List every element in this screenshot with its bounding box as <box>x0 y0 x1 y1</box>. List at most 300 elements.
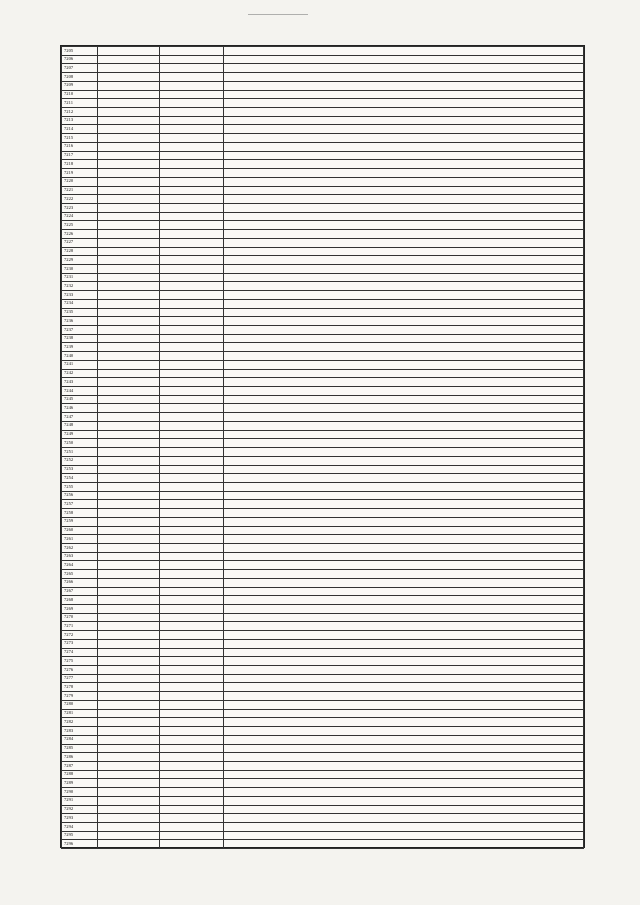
address-cell <box>224 47 584 56</box>
cadastral-number-cell <box>98 81 160 90</box>
cadastral-number-cell <box>98 814 160 823</box>
row-number-cell: 7207 <box>62 64 98 73</box>
address-cell <box>224 125 584 134</box>
address-cell <box>224 543 584 552</box>
secondary-number-cell <box>160 230 224 239</box>
address-cell <box>224 796 584 805</box>
table-row <box>62 47 584 56</box>
cadastral-number-cell <box>98 99 160 108</box>
address-cell <box>224 264 584 273</box>
address-cell <box>224 500 584 509</box>
row-number-cell: 7273 <box>62 639 98 648</box>
address-cell <box>224 404 584 413</box>
address-cell <box>224 552 584 561</box>
cadastral-number-cell <box>98 805 160 814</box>
table-row <box>62 90 584 99</box>
table-row <box>62 692 584 701</box>
table-row <box>62 421 584 430</box>
table-row <box>62 727 584 736</box>
address-cell <box>224 482 584 491</box>
address-cell <box>224 639 584 648</box>
table-row <box>62 526 584 535</box>
address-cell <box>224 203 584 212</box>
table-row <box>62 151 584 160</box>
secondary-number-cell <box>160 308 224 317</box>
secondary-number-cell <box>160 247 224 256</box>
cadastral-number-cell <box>98 160 160 169</box>
address-cell <box>224 99 584 108</box>
row-number-cell: 7220 <box>62 177 98 186</box>
row-number-cell: 7233 <box>62 291 98 300</box>
cadastral-number-cell <box>98 840 160 849</box>
row-number-cell: 7286 <box>62 753 98 762</box>
row-number-cell: 7231 <box>62 273 98 282</box>
row-number-cell: 7261 <box>62 535 98 544</box>
address-cell <box>224 613 584 622</box>
secondary-number-cell <box>160 526 224 535</box>
cadastral-number-cell <box>98 631 160 640</box>
cadastral-number-cell <box>98 744 160 753</box>
address-cell <box>224 230 584 239</box>
table-row <box>62 517 584 526</box>
secondary-number-cell <box>160 474 224 483</box>
cadastral-number-cell <box>98 692 160 701</box>
table-row <box>62 840 584 849</box>
cadastral-number-cell <box>98 169 160 178</box>
secondary-number-cell <box>160 587 224 596</box>
row-number-cell: 7208 <box>62 73 98 82</box>
cadastral-number-cell <box>98 613 160 622</box>
secondary-number-cell <box>160 352 224 361</box>
address-cell <box>224 561 584 570</box>
secondary-number-cell <box>160 186 224 195</box>
address-cell <box>224 221 584 230</box>
secondary-number-cell <box>160 369 224 378</box>
secondary-number-cell <box>160 404 224 413</box>
address-cell <box>224 692 584 701</box>
secondary-number-cell <box>160 73 224 82</box>
cadastral-number-cell <box>98 500 160 509</box>
address-cell <box>224 151 584 160</box>
address-cell <box>224 256 584 265</box>
cadastral-number-cell <box>98 326 160 335</box>
cadastral-number-cell <box>98 387 160 396</box>
row-number-cell: 7290 <box>62 788 98 797</box>
row-number-cell: 7266 <box>62 578 98 587</box>
table-row <box>62 796 584 805</box>
address-cell <box>224 456 584 465</box>
address-cell <box>224 517 584 526</box>
row-number-cell: 7296 <box>62 840 98 849</box>
table-row <box>62 657 584 666</box>
address-cell <box>224 142 584 151</box>
cadastral-number-cell <box>98 142 160 151</box>
row-number-cell: 7275 <box>62 657 98 666</box>
registry-rows <box>62 47 584 849</box>
cadastral-number-cell <box>98 291 160 300</box>
row-number-cell: 7262 <box>62 543 98 552</box>
table-row <box>62 474 584 483</box>
table-row <box>62 500 584 509</box>
row-number-cell: 7210 <box>62 90 98 99</box>
table-row <box>62 360 584 369</box>
address-cell <box>224 735 584 744</box>
row-number-cell: 7264 <box>62 561 98 570</box>
secondary-number-cell <box>160 151 224 160</box>
table-row <box>62 186 584 195</box>
row-number-cell: 7288 <box>62 770 98 779</box>
secondary-number-cell <box>160 108 224 117</box>
row-number-cell: 7258 <box>62 509 98 518</box>
row-number-cell: 7226 <box>62 230 98 239</box>
table-row <box>62 814 584 823</box>
cadastral-number-cell <box>98 430 160 439</box>
row-number-cell: 7245 <box>62 395 98 404</box>
secondary-number-cell <box>160 221 224 230</box>
scan-artifact <box>248 14 308 23</box>
row-number-cell: 7282 <box>62 718 98 727</box>
table-row <box>62 761 584 770</box>
secondary-number-cell <box>160 639 224 648</box>
table-row <box>62 831 584 840</box>
secondary-number-cell <box>160 552 224 561</box>
secondary-number-cell <box>160 326 224 335</box>
address-cell <box>224 421 584 430</box>
cadastral-number-cell <box>98 90 160 99</box>
table-row <box>62 788 584 797</box>
address-cell <box>224 526 584 535</box>
row-number-cell: 7227 <box>62 238 98 247</box>
row-number-cell: 7218 <box>62 160 98 169</box>
table-row <box>62 753 584 762</box>
cadastral-number-cell <box>98 796 160 805</box>
table-row <box>62 648 584 657</box>
address-cell <box>224 160 584 169</box>
row-number-cell: 7279 <box>62 692 98 701</box>
table-row <box>62 282 584 291</box>
table-row <box>62 456 584 465</box>
address-cell <box>224 657 584 666</box>
table-row <box>62 334 584 343</box>
secondary-number-cell <box>160 160 224 169</box>
row-number-cell: 7216 <box>62 142 98 151</box>
table-row <box>62 430 584 439</box>
address-cell <box>224 282 584 291</box>
table-row <box>62 55 584 64</box>
address-cell <box>224 299 584 308</box>
table-row <box>62 264 584 273</box>
table-row <box>62 299 584 308</box>
cadastral-number-cell <box>98 421 160 430</box>
table-row <box>62 195 584 204</box>
cadastral-number-cell <box>98 456 160 465</box>
row-number-cell: 7287 <box>62 761 98 770</box>
cadastral-number-cell <box>98 308 160 317</box>
row-number-cell: 7221 <box>62 186 98 195</box>
row-number-cell: 7250 <box>62 439 98 448</box>
address-cell <box>224 378 584 387</box>
cadastral-number-cell <box>98 753 160 762</box>
address-cell <box>224 683 584 692</box>
secondary-number-cell <box>160 212 224 221</box>
address-cell <box>224 814 584 823</box>
row-number-cell: 7234 <box>62 299 98 308</box>
table-row <box>62 639 584 648</box>
address-cell <box>224 395 584 404</box>
secondary-number-cell <box>160 55 224 64</box>
row-number-cell: 7292 <box>62 805 98 814</box>
secondary-number-cell <box>160 570 224 579</box>
row-number-cell: 7236 <box>62 317 98 326</box>
secondary-number-cell <box>160 727 224 736</box>
cadastral-number-cell <box>98 64 160 73</box>
row-number-cell: 7259 <box>62 517 98 526</box>
table-row <box>62 448 584 457</box>
cadastral-number-cell <box>98 125 160 134</box>
table-row <box>62 99 584 108</box>
row-number-cell: 7257 <box>62 500 98 509</box>
row-number-cell: 7244 <box>62 387 98 396</box>
row-number-cell: 7241 <box>62 360 98 369</box>
address-cell <box>224 474 584 483</box>
table-row <box>62 413 584 422</box>
secondary-number-cell <box>160 378 224 387</box>
cadastral-number-cell <box>98 578 160 587</box>
row-number-cell: 7239 <box>62 343 98 352</box>
table-row <box>62 561 584 570</box>
row-number-cell: 7232 <box>62 282 98 291</box>
table-row <box>62 744 584 753</box>
table-row <box>62 805 584 814</box>
cadastral-number-cell <box>98 587 160 596</box>
table-row <box>62 116 584 125</box>
table-row <box>62 352 584 361</box>
row-number-cell: 7283 <box>62 727 98 736</box>
row-number-cell: 7230 <box>62 264 98 273</box>
secondary-number-cell <box>160 465 224 474</box>
secondary-number-cell <box>160 142 224 151</box>
table-row <box>62 73 584 82</box>
cadastral-number-cell <box>98 230 160 239</box>
secondary-number-cell <box>160 822 224 831</box>
cadastral-number-cell <box>98 526 160 535</box>
cadastral-number-cell <box>98 369 160 378</box>
row-number-cell: 7263 <box>62 552 98 561</box>
address-cell <box>224 291 584 300</box>
table-row <box>62 570 584 579</box>
row-number-cell: 7228 <box>62 247 98 256</box>
cadastral-number-cell <box>98 657 160 666</box>
secondary-number-cell <box>160 709 224 718</box>
cadastral-number-cell <box>98 317 160 326</box>
address-cell <box>224 788 584 797</box>
address-cell <box>224 622 584 631</box>
table-row <box>62 709 584 718</box>
cadastral-number-cell <box>98 378 160 387</box>
table-row <box>62 465 584 474</box>
row-number-cell: 7291 <box>62 796 98 805</box>
table-row <box>62 387 584 396</box>
address-cell <box>224 73 584 82</box>
secondary-number-cell <box>160 482 224 491</box>
secondary-number-cell <box>160 413 224 422</box>
address-cell <box>224 273 584 282</box>
table-row <box>62 125 584 134</box>
row-number-cell: 7271 <box>62 622 98 631</box>
address-cell <box>224 448 584 457</box>
row-number-cell: 7255 <box>62 482 98 491</box>
secondary-number-cell <box>160 291 224 300</box>
address-cell <box>224 709 584 718</box>
secondary-number-cell <box>160 64 224 73</box>
cadastral-number-cell <box>98 73 160 82</box>
secondary-number-cell <box>160 177 224 186</box>
row-number-cell: 7229 <box>62 256 98 265</box>
row-number-cell: 7252 <box>62 456 98 465</box>
cadastral-number-cell <box>98 334 160 343</box>
cadastral-number-cell <box>98 561 160 570</box>
secondary-number-cell <box>160 47 224 56</box>
cadastral-number-cell <box>98 282 160 291</box>
table-row <box>62 134 584 143</box>
address-cell <box>224 369 584 378</box>
address-cell <box>224 596 584 605</box>
table-row <box>62 674 584 683</box>
secondary-number-cell <box>160 692 224 701</box>
table-row <box>62 291 584 300</box>
row-number-cell: 7277 <box>62 674 98 683</box>
table-row <box>62 509 584 518</box>
secondary-number-cell <box>160 674 224 683</box>
cadastral-number-cell <box>98 221 160 230</box>
secondary-number-cell <box>160 840 224 849</box>
secondary-number-cell <box>160 700 224 709</box>
row-number-cell: 7213 <box>62 116 98 125</box>
table-row <box>62 439 584 448</box>
table-row <box>62 64 584 73</box>
table-row <box>62 578 584 587</box>
address-cell <box>224 108 584 117</box>
row-number-cell: 7217 <box>62 151 98 160</box>
cadastral-number-cell <box>98 735 160 744</box>
cadastral-number-cell <box>98 482 160 491</box>
table-row <box>62 160 584 169</box>
row-number-cell: 7219 <box>62 169 98 178</box>
address-cell <box>224 238 584 247</box>
secondary-number-cell <box>160 273 224 282</box>
address-cell <box>224 308 584 317</box>
cadastral-number-cell <box>98 709 160 718</box>
secondary-number-cell <box>160 421 224 430</box>
row-number-cell: 7280 <box>62 700 98 709</box>
address-cell <box>224 430 584 439</box>
address-cell <box>224 700 584 709</box>
address-cell <box>224 770 584 779</box>
table-row <box>62 256 584 265</box>
secondary-number-cell <box>160 631 224 640</box>
cadastral-number-cell <box>98 264 160 273</box>
table-row <box>62 142 584 151</box>
table-row <box>62 230 584 239</box>
address-cell <box>224 326 584 335</box>
row-number-cell: 7214 <box>62 125 98 134</box>
secondary-number-cell <box>160 195 224 204</box>
table-row <box>62 735 584 744</box>
address-cell <box>224 744 584 753</box>
secondary-number-cell <box>160 517 224 526</box>
cadastral-number-cell <box>98 343 160 352</box>
secondary-number-cell <box>160 805 224 814</box>
cadastral-number-cell <box>98 108 160 117</box>
registry-sheet <box>60 45 585 848</box>
cadastral-number-cell <box>98 47 160 56</box>
row-number-cell: 7294 <box>62 822 98 831</box>
table-row <box>62 535 584 544</box>
secondary-number-cell <box>160 387 224 396</box>
row-number-cell: 7243 <box>62 378 98 387</box>
address-cell <box>224 674 584 683</box>
row-number-cell: 7272 <box>62 631 98 640</box>
table-row <box>62 683 584 692</box>
cadastral-number-cell <box>98 134 160 143</box>
cadastral-number-cell <box>98 247 160 256</box>
cadastral-number-cell <box>98 570 160 579</box>
table-row <box>62 491 584 500</box>
cadastral-number-cell <box>98 622 160 631</box>
cadastral-number-cell <box>98 517 160 526</box>
secondary-number-cell <box>160 561 224 570</box>
row-number-cell: 7242 <box>62 369 98 378</box>
address-cell <box>224 578 584 587</box>
row-number-cell: 7211 <box>62 99 98 108</box>
row-number-cell: 7212 <box>62 108 98 117</box>
secondary-number-cell <box>160 535 224 544</box>
cadastral-number-cell <box>98 666 160 675</box>
cadastral-number-cell <box>98 299 160 308</box>
row-number-cell: 7289 <box>62 779 98 788</box>
address-cell <box>224 779 584 788</box>
cadastral-number-cell <box>98 360 160 369</box>
secondary-number-cell <box>160 264 224 273</box>
cadastral-number-cell <box>98 352 160 361</box>
row-number-cell: 7249 <box>62 430 98 439</box>
address-cell <box>224 55 584 64</box>
address-cell <box>224 831 584 840</box>
row-number-cell: 7265 <box>62 570 98 579</box>
secondary-number-cell <box>160 779 224 788</box>
table-row <box>62 631 584 640</box>
secondary-number-cell <box>160 439 224 448</box>
address-cell <box>224 587 584 596</box>
table-row <box>62 369 584 378</box>
cadastral-number-cell <box>98 203 160 212</box>
address-cell <box>224 840 584 849</box>
address-cell <box>224 761 584 770</box>
secondary-number-cell <box>160 613 224 622</box>
secondary-number-cell <box>160 509 224 518</box>
table-row <box>62 203 584 212</box>
address-cell <box>224 753 584 762</box>
row-number-cell: 7237 <box>62 326 98 335</box>
table-row <box>62 108 584 117</box>
row-number-cell: 7240 <box>62 352 98 361</box>
secondary-number-cell <box>160 491 224 500</box>
address-cell <box>224 90 584 99</box>
cadastral-number-cell <box>98 273 160 282</box>
cadastral-number-cell <box>98 55 160 64</box>
secondary-number-cell <box>160 395 224 404</box>
secondary-number-cell <box>160 500 224 509</box>
